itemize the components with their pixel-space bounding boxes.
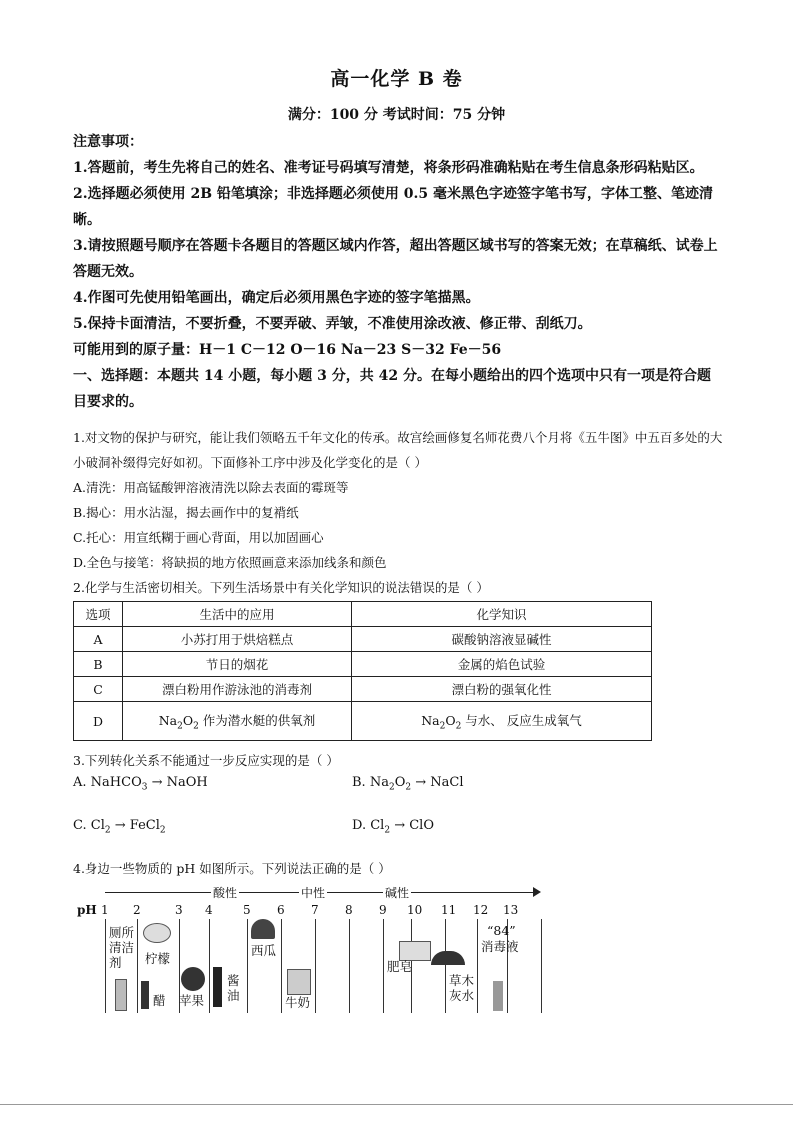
- ph-tick: 11: [441, 903, 457, 917]
- table-cell: 碳酸钠溶液显碱性: [352, 627, 652, 652]
- soap-label: 肥皂: [387, 959, 413, 974]
- bottle-icon: [115, 979, 127, 1011]
- ph-tick: 8: [345, 903, 353, 917]
- table-cell-text: 作为潜水艇的供氧剂: [202, 712, 316, 728]
- atomic-mass: 可能用到的原子量：H－1 C－12 O－16 Na－23 S－32 Fe－56: [73, 342, 502, 358]
- question-1: [73, 425, 723, 600]
- table-cell: $Na_2O_2$ 作为潜水艇的供氧剂: [123, 702, 352, 741]
- disinfectant-label: 消毒液: [481, 939, 519, 954]
- option-a: A. NaHCO$_3$ → NaOH: [73, 775, 208, 793]
- soap-icon: [399, 941, 431, 961]
- ph-tick: 2: [133, 903, 141, 917]
- ph-tick: 13: [503, 903, 519, 917]
- milk-carton-icon: [287, 969, 311, 995]
- apple-icon: [181, 967, 205, 991]
- table-cell: 漂白粉用作游泳池的消毒剂: [123, 677, 352, 702]
- option-c: C. $Cl_2$ → FeCl$_2$: [73, 818, 166, 836]
- ph-tick: 5: [243, 903, 251, 917]
- milk-label: 牛奶: [285, 995, 311, 1010]
- page-divider: [0, 1104, 793, 1105]
- ash-water-icon: [431, 951, 465, 965]
- table-header: 化学知识: [352, 602, 652, 627]
- notice-item: 2.选择题必须使用 2B 铅笔填涂；非选择题必须使用 0.5 毫米黑色字迹签字笔书写，字体工整、笔迹清晰。: [73, 186, 714, 228]
- notice-heading: 注意事项：: [73, 134, 143, 150]
- spray-bottle-icon: [493, 981, 503, 1011]
- ash-water-label: 草木灰水: [449, 973, 475, 1003]
- table-row: [74, 677, 652, 702]
- neutral-label: 中性: [301, 886, 326, 900]
- ph-gridline: [105, 919, 106, 1013]
- table-header-row: [74, 602, 652, 627]
- question-stem: 2.化学与生活密切相关。下列生活场景中有关化学知识的说法错误的是（ ）: [73, 580, 489, 595]
- ph-tick: 4: [205, 903, 213, 917]
- notice-item: 3.请按照题号顺序在答题卡各题目的答题区域内作答，超出答题区域书写的答案无效；在草稿纸、试卷上答题无效。: [73, 238, 718, 280]
- page-title: 高一化学 B 卷: [330, 68, 463, 90]
- ph-label: pH: [77, 903, 97, 917]
- question-3: [73, 748, 723, 773]
- arrow-head-icon: [533, 887, 541, 897]
- ph-gridline: [383, 919, 384, 1013]
- table-row: [74, 627, 652, 652]
- toilet-cleaner-label: 厕所清洁剂: [109, 925, 135, 970]
- ph-gridline: [209, 919, 210, 1013]
- ph-tick: 1: [101, 903, 109, 917]
- table-header: 选项: [74, 602, 123, 627]
- question-stem: 4.身边一些物质的 pH 如图所示。下列说法正确的是（ ）: [73, 861, 391, 876]
- apple-label: 苹果: [179, 993, 205, 1008]
- notice-item: 5.保持卡面清洁，不要折叠，不要弄破、弄皱，不准使用涂改液、修正带、刮纸刀。: [73, 316, 592, 332]
- ph-tick: 10: [407, 903, 423, 917]
- watermelon-label: 西瓜: [251, 943, 277, 958]
- vinegar-bottle-icon: [141, 981, 149, 1009]
- table-cell: C: [74, 677, 123, 702]
- ph-gridline: [137, 919, 138, 1013]
- ph-gridline: [315, 919, 316, 1013]
- ph-gridline: [349, 919, 350, 1013]
- vinegar-label: 醋: [153, 993, 166, 1008]
- table-header: 生活中的应用: [123, 602, 352, 627]
- option-b: B.揭心：用水沾湿，揭去画作中的复褙纸: [73, 505, 299, 520]
- question-stem: 1.对文物的保护与研究，能让我们领略五千年文化的传承。故宫绘画修复名师花费八个月将《五牛图》中五百多处的大小破洞补缀得完好如初。下面修补工序中涉及化学变化的是（ ）: [73, 430, 723, 470]
- ph-tick: 12: [473, 903, 489, 917]
- soy-label: 酱油: [227, 973, 240, 1003]
- exam-info: 满分：100 分 考试时间：75 分钟: [287, 107, 506, 123]
- table-cell: $Na_2O_2$ 与水、 反应生成氧气: [352, 702, 652, 741]
- lemon-label: 柠檬: [145, 951, 171, 966]
- table-cell: A: [74, 627, 123, 652]
- q2-table: [73, 601, 652, 741]
- acid-label: 酸性: [213, 886, 238, 900]
- section-heading: 一、选择题：本题共 14 小题，每小题 3 分，共 42 分。在每小题给出的四个选项中只有一项是符合题目要求的。: [73, 368, 711, 410]
- notice-section: [73, 129, 723, 415]
- disinfectant-number: “84”: [487, 923, 516, 938]
- table-cell: 小苏打用于烘焙糕点: [123, 627, 352, 652]
- notice-item: 1.答题前，考生先将自己的姓名、准考证号码填写清楚，将条形码准确粘贴在考生信息条形码粘贴区。: [73, 160, 704, 176]
- ph-gridline: [445, 919, 446, 1013]
- table-cell: 漂白粉的强氧化性: [352, 677, 652, 702]
- ph-tick: 9: [379, 903, 387, 917]
- base-label: 碱性: [385, 886, 410, 900]
- ph-gridline: [281, 919, 282, 1013]
- watermelon-icon: [251, 919, 275, 939]
- table-cell: D: [74, 702, 123, 741]
- option-d: D. $Cl_2$ → ClO: [352, 818, 434, 836]
- ph-gridline: [541, 919, 542, 1013]
- ph-tick: 3: [175, 903, 183, 917]
- question-stem: 3.下列转化关系不能通过一步反应实现的是（ ）: [73, 753, 339, 768]
- table-cell: 金属的焰色试验: [352, 652, 652, 677]
- soy-bottle-icon: [213, 967, 222, 1007]
- notice-item: 4.作图可先使用铅笔画出，确定后必须用黑色字迹的签字笔描黑。: [73, 290, 480, 306]
- table-row: [74, 702, 652, 741]
- option-c: C.托心：用宣纸糊于画心背面，用以加固画心: [73, 530, 324, 545]
- option-b: B. $Na_2O_2$ → NaCl: [352, 775, 464, 793]
- ph-tick: 6: [277, 903, 285, 917]
- table-cell: B: [74, 652, 123, 677]
- table-cell-text: 与水、 反应生成氧气: [465, 712, 582, 728]
- table-cell: 节日的烟花: [123, 652, 352, 677]
- ph-gridline: [247, 919, 248, 1013]
- option-d: D.全色与接笔：将缺损的地方依照画意来添加线条和颜色: [73, 555, 387, 570]
- option-a: A.清洗：用高锰酸钾溶液清洗以除去表面的霉斑等: [73, 480, 349, 495]
- question-4: [73, 856, 723, 881]
- table-row: [74, 652, 652, 677]
- ph-scale-figure: [73, 883, 543, 1015]
- lemon-icon: [143, 923, 171, 943]
- ph-gridline: [477, 919, 478, 1013]
- ph-tick: 7: [311, 903, 319, 917]
